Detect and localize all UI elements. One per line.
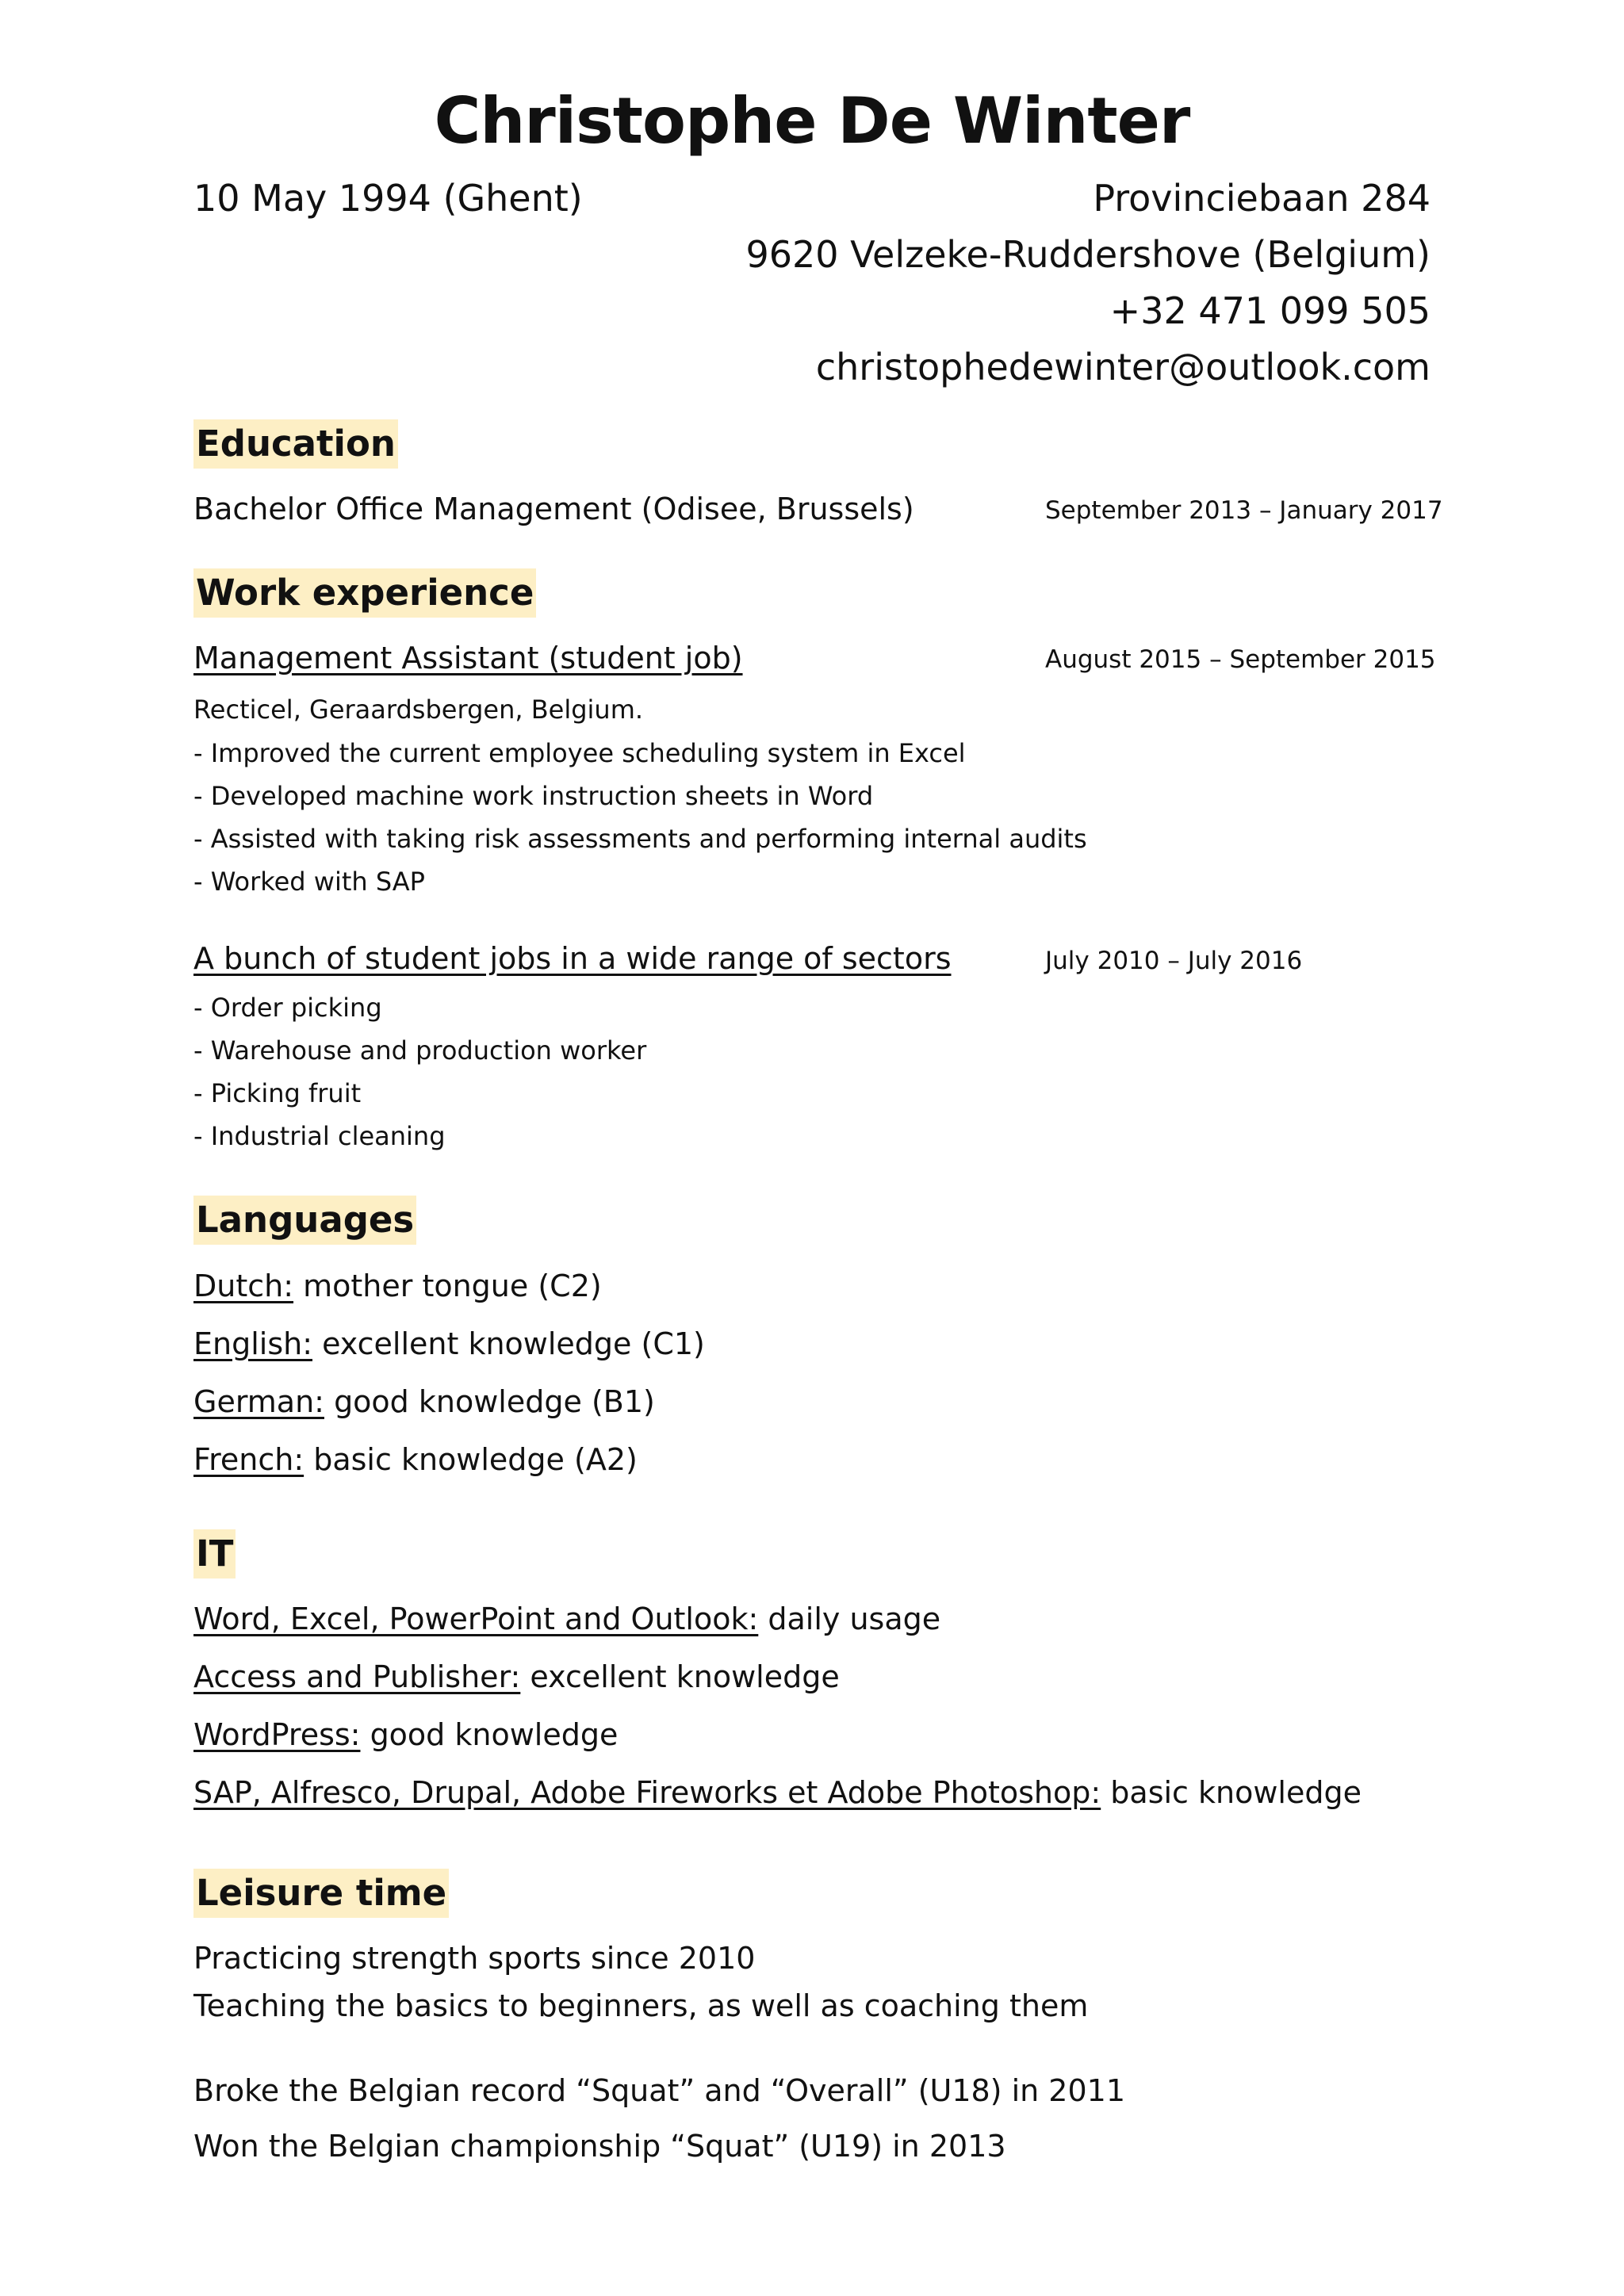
contact-block [745, 174, 1431, 400]
language-name: French: [193, 1442, 304, 1477]
list-item: - Order picking [193, 993, 382, 1023]
education-dates: September 2013 – January 2017 [1045, 496, 1443, 525]
language-level: basic knowledge (A2) [304, 1442, 638, 1477]
student-jobs-list [193, 990, 646, 1161]
language-row [193, 1265, 705, 1323]
birth-info: 10 May 1994 (Ghent) [193, 177, 583, 220]
it-skill-name: Word, Excel, PowerPoint and Outlook: [193, 1601, 759, 1636]
leisure-line: Teaching the basics to beginners, as well as coaching them [193, 1988, 1089, 2023]
it-skill-level: basic knowledge [1101, 1775, 1362, 1810]
it-skill-row [193, 1598, 1362, 1656]
leisure-heading: Leisure time [193, 1869, 449, 1918]
phone-number: +32 471 099 505 [1109, 289, 1431, 332]
job-dates-management-assistant: August 2015 – September 2015 [1045, 645, 1436, 674]
education-degree: Bachelor Office Management (Odisee, Brussels) [193, 492, 914, 526]
languages-heading: Languages [193, 1196, 416, 1245]
achievement-line: Broke the Belgian record “Squat” and “Overall” (U18) in 2011 [193, 2073, 1126, 2108]
it-skill-level: daily usage [758, 1601, 941, 1636]
education-heading: Education [193, 419, 398, 469]
language-row [193, 1381, 705, 1439]
it-skill-name: WordPress: [193, 1717, 361, 1752]
it-skill-name: Access and Publisher: [193, 1659, 521, 1694]
leisure-achievements [193, 2063, 1125, 2174]
leisure-line: Practicing strength sports since 2010 [193, 1941, 756, 1976]
it-heading: IT [193, 1529, 236, 1578]
address-line-2: 9620 Velzeke-Ruddershove (Belgium) [745, 233, 1431, 276]
it-skill-level: excellent knowledge [520, 1659, 840, 1694]
list-item: - Industrial cleaning [193, 1121, 446, 1151]
it-skill-name: SAP, Alfresco, Drupal, Adobe Fireworks et Adobe Photoshop: [193, 1775, 1101, 1810]
job-dates-student-jobs: July 2010 – July 2016 [1045, 947, 1303, 975]
email-address: christophedewinter@outlook.com [815, 346, 1431, 388]
it-skills-list [193, 1598, 1362, 1830]
it-skill-row [193, 1772, 1362, 1830]
job-title-student-jobs: A bunch of student jobs in a wide range of sectors [193, 941, 952, 976]
language-row [193, 1439, 705, 1497]
it-skill-level: good knowledge [360, 1717, 619, 1752]
language-level: mother tongue (C2) [293, 1269, 602, 1303]
language-name: English: [193, 1326, 313, 1361]
cv-name-title: Christophe De Winter [434, 84, 1190, 158]
achievement-line: Won the Belgian championship “Squat” (U19) in 2013 [193, 2129, 1006, 2164]
job-title-management-assistant: Management Assistant (student job) [193, 641, 743, 675]
language-level: good knowledge (B1) [324, 1384, 655, 1419]
language-name: Dutch: [193, 1269, 294, 1303]
list-item: - Picking fruit [193, 1078, 362, 1108]
leisure-activities [193, 1934, 1088, 2030]
job-duties-list [193, 736, 1087, 907]
list-item: - Improved the current employee scheduling system in Excel [193, 738, 966, 768]
language-row [193, 1323, 705, 1381]
address-line-1: Provinciebaan 284 [1093, 177, 1431, 220]
it-skill-row [193, 1714, 1362, 1772]
list-item: - Developed machine work instruction sheets in Word [193, 781, 874, 811]
languages-list [193, 1265, 705, 1497]
it-skill-row [193, 1656, 1362, 1714]
language-level: excellent knowledge (C1) [312, 1326, 705, 1361]
list-item: - Worked with SAP [193, 867, 425, 897]
language-name: German: [193, 1384, 324, 1419]
list-item: - Warehouse and production worker [193, 1035, 647, 1066]
list-item: - Assisted with taking risk assessments and performing internal audits [193, 824, 1087, 854]
job-company: Recticel, Geraardsbergen, Belgium. [193, 695, 644, 725]
work-experience-heading: Work experience [193, 568, 536, 618]
